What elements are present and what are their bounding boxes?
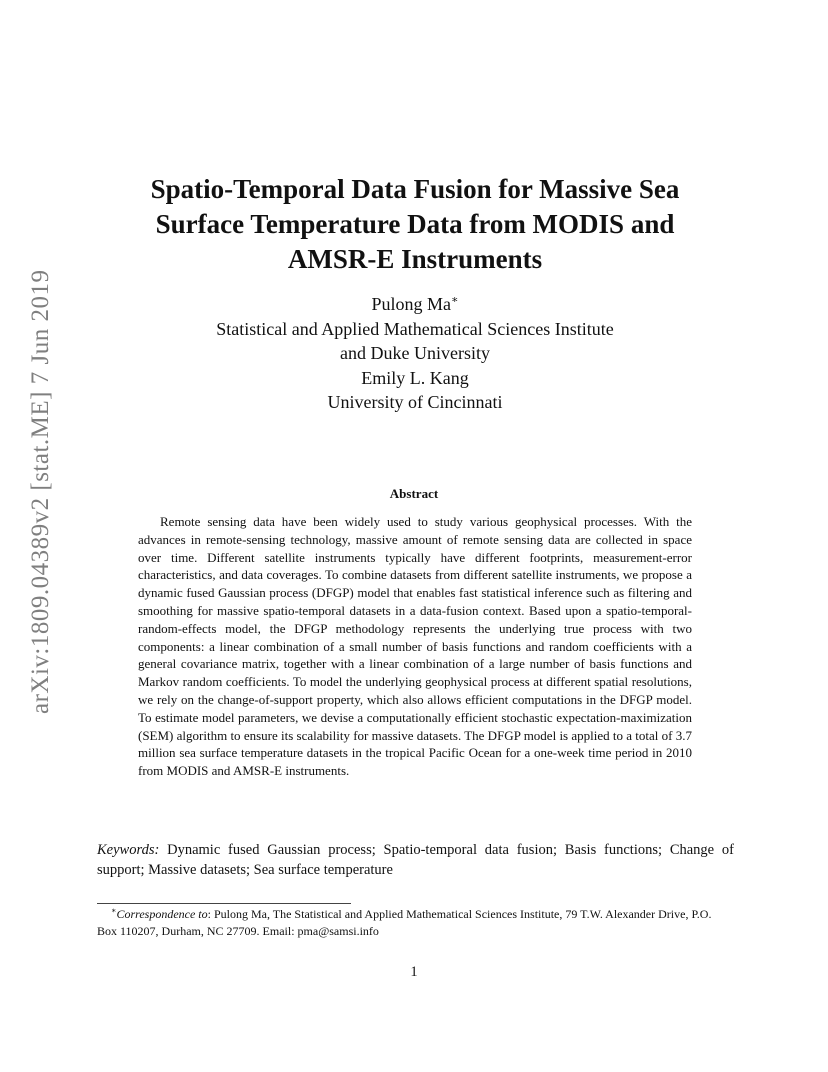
correspondence-footnote: [97, 906, 734, 940]
arxiv-identifier-stamp: arXiv:1809.04389v2 [stat.ME] 7 Jun 2019: [27, 269, 54, 714]
keywords-label: Keywords:: [97, 842, 160, 858]
abstract-heading: Abstract: [389, 486, 439, 501]
footnote-text: : Pulong Ma, The Statistical and Applied Mathematical Sciences Institute, 79 T.W. Alexander Drive, P.O. Box 110207, Durham, NC 27709. Email: pma@samsi.info: [97, 907, 712, 938]
author-affiliation: University of Cincinnati: [327, 392, 503, 412]
footnote-divider: [97, 903, 351, 904]
keywords-section: [97, 840, 734, 880]
title-line: Surface Temperature Data from MODIS and: [155, 209, 675, 239]
title-line: Spatio-Temporal Data Fusion for Massive Sea: [150, 174, 680, 204]
footnote-marker: ∗: [451, 294, 459, 306]
footnote-label: Correspondence to: [116, 907, 208, 921]
author-affiliation: and Duke University: [340, 343, 490, 363]
keywords-text: Dynamic fused Gaussian process; Spatio-temporal data fusion; Basis functions; Change of support; Massive datasets; Sea surface temperature: [97, 842, 735, 878]
author-name: Pulong Ma: [371, 294, 452, 314]
footnote-marker: ∗: [111, 906, 117, 915]
abstract-text: Remote sensing data have been widely used to study various geophysical processes. With the advances in remote-sensing technology, massive amount of remote sensing data are collected in space over time. Different satellite instruments typically have different footprints, measurement-error characteristics, and data coverages. To combine datasets from different satellite instruments, we propose a dynamic fused Gaussian process (DFGP) model that enables fast statistical inference such as filtering and smoothing for massive spatio-temporal datasets in a data-fusion context. Based upon a spatio-temporal-random-effects model, the DFGP methodology represents the underlying true process with two components: a linear combination of a small number of basis functions and random coefficients with a general covariance matrix, together with a linear combination of a large number of basis functions and Markov random coefficients. To model the underlying geophysical process at different spatial resolutions, we rely on the change-of-support property, which also allows efficient computations in the DFGP model. To estimate model parameters, we devise a computationally efficient stochastic expectation-maximization (SEM) algorithm to ensure its scalability for massive datasets. The DFGP model is applied to a total of 3.7 million sea surface temperature datasets in the tropical Pacific Ocean for a one-week time period in 2010 from MODIS and AMSR-E instruments.: [138, 514, 692, 779]
author-line: [140, 292, 690, 317]
page-number: 1: [410, 964, 418, 980]
author-block: [140, 292, 690, 415]
paper-title: [120, 172, 710, 277]
title-line: AMSR-E Instruments: [287, 244, 543, 274]
author-name: Emily L. Kang: [361, 367, 469, 388]
author-affiliation: Statistical and Applied Mathematical Sciences Institute: [216, 318, 614, 339]
